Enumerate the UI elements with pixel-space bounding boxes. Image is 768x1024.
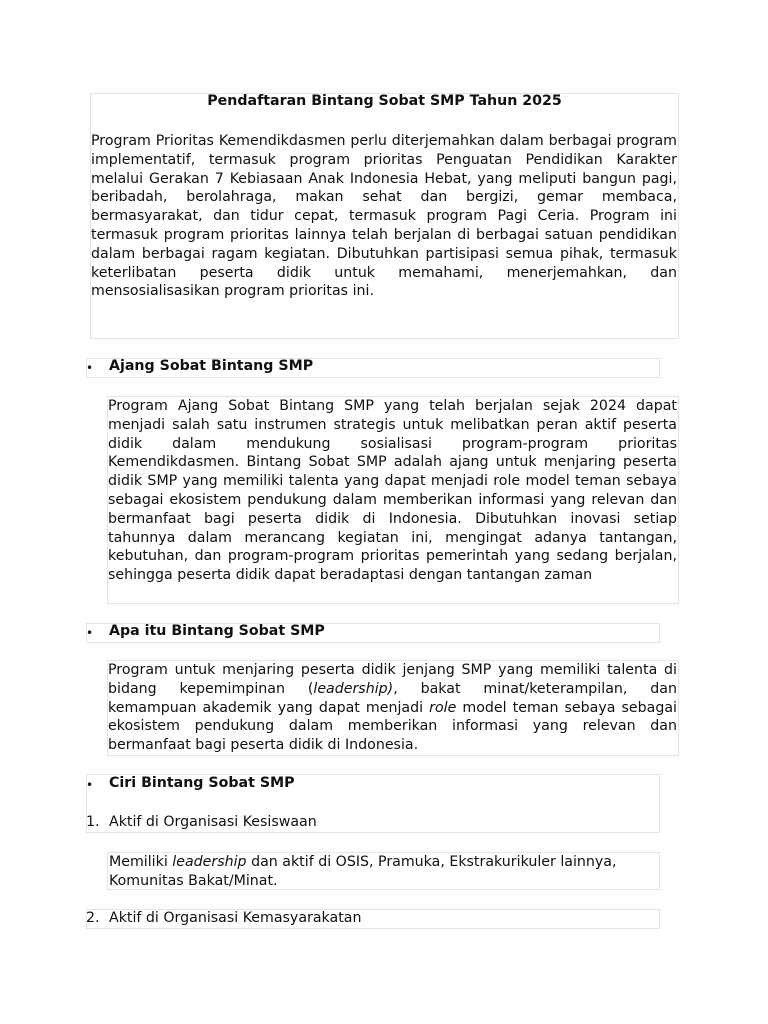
list-item-organisasi-kemasyarakatan: Aktif di Organisasi Kemasyarakatan (109, 910, 362, 926)
section2-text-3: model teman sebaya sebagai ekosistem pendukung dalam memberikan informasi yang relevan dan bermanfaat bagi peserta didik di Indonesia. (108, 699, 677, 754)
section2-text-2: , bakat minat/keterampilan, dan kemampuan akademik yang dapat menjadi (108, 680, 677, 716)
section1-paragraph: Program Ajang Sobat Bintang SMP yang telah berjalan sejak 2024 dapat menjadi salah satu instrumen strategis untuk melibatkan peran aktif peserta didik dalam mendukung sosialisasi program-program prioritas Kemendikdasmen. Bintang Sobat SMP adalah ajang untuk menjaring peserta didik SMP yang memiliki talenta yang dapat menjadi role model teman sebaya sebagai ekosistem pendukung dalam memberikan informasi yang relevan dan bermanfaat bagi peserta didik di Indonesia. Dibutuhkan inovasi setiap tahunnya dalam merancang kegiatan ini, mengingat adanya tantangan, kebutuhan, dan program-program prioritas pemerintah yang sedang berjalan, sehingga peserta didik dapat beradaptasi dengan tantangan zaman (108, 398, 677, 584)
section-heading-ajang: Ajang Sobat Bintang SMP (109, 358, 314, 374)
item1-desc-em-leadership: leadership (172, 854, 247, 870)
list-number-1: 1. (86, 814, 100, 830)
section2-em-leadership: leadership) (313, 680, 394, 697)
section2-paragraph (108, 661, 677, 755)
bullet-icon: • (86, 361, 94, 375)
intro-paragraph: Program Prioritas Kemendikdasmen perlu diterjemahkan dalam berbagai program implementatif, termasuk program prioritas Penguatan Pendidikan Karakter melalui Gerakan 7 Kebiasaan Anak Indonesia Hebat, yang meliputi bangun pagi, beribadah, berolahraga, makan sehat dan bergizi, gemar membaca, bermasyarakat, dan tidur cepat, termasuk program Pagi Ceria. Program ini termasuk program prioritas lainnya telah berjalan di berbagai satuan pendidikan dalam berbagai ragam kegiatan. Dibutuhkan partisipasi semua pihak, termasuk keterlibatan peserta didik untuk memahami, menerjemahkan, dan mensosialisasikan program prioritas ini. (91, 133, 677, 300)
page-title: Pendaftaran Bintang Sobat SMP Tahun 2025 (207, 93, 562, 109)
item1-description (109, 853, 657, 891)
item1-desc-text-2: dan aktif di OSIS, Pramuka, Ekstrakurikuler lainnya, Komunitas Bakat/Minat. (109, 854, 617, 889)
bullet-icon: • (86, 778, 94, 792)
list-item-organisasi-kesiswaan: Aktif di Organisasi Kesiswaan (109, 814, 317, 830)
list-number-2: 2. (86, 910, 100, 926)
section-heading-apa-itu: Apa itu Bintang Sobat SMP (109, 623, 325, 639)
section2-text-1: Program untuk menjaring peserta didik jenjang SMP yang memiliki talenta di bidang kepemimpinan ( (108, 662, 677, 697)
section-heading-ciri: Ciri Bintang Sobat SMP (109, 775, 295, 791)
bullet-icon: • (86, 626, 94, 640)
section2-em-role: role (429, 699, 457, 716)
item1-desc-text-1: Memiliki (109, 854, 173, 870)
